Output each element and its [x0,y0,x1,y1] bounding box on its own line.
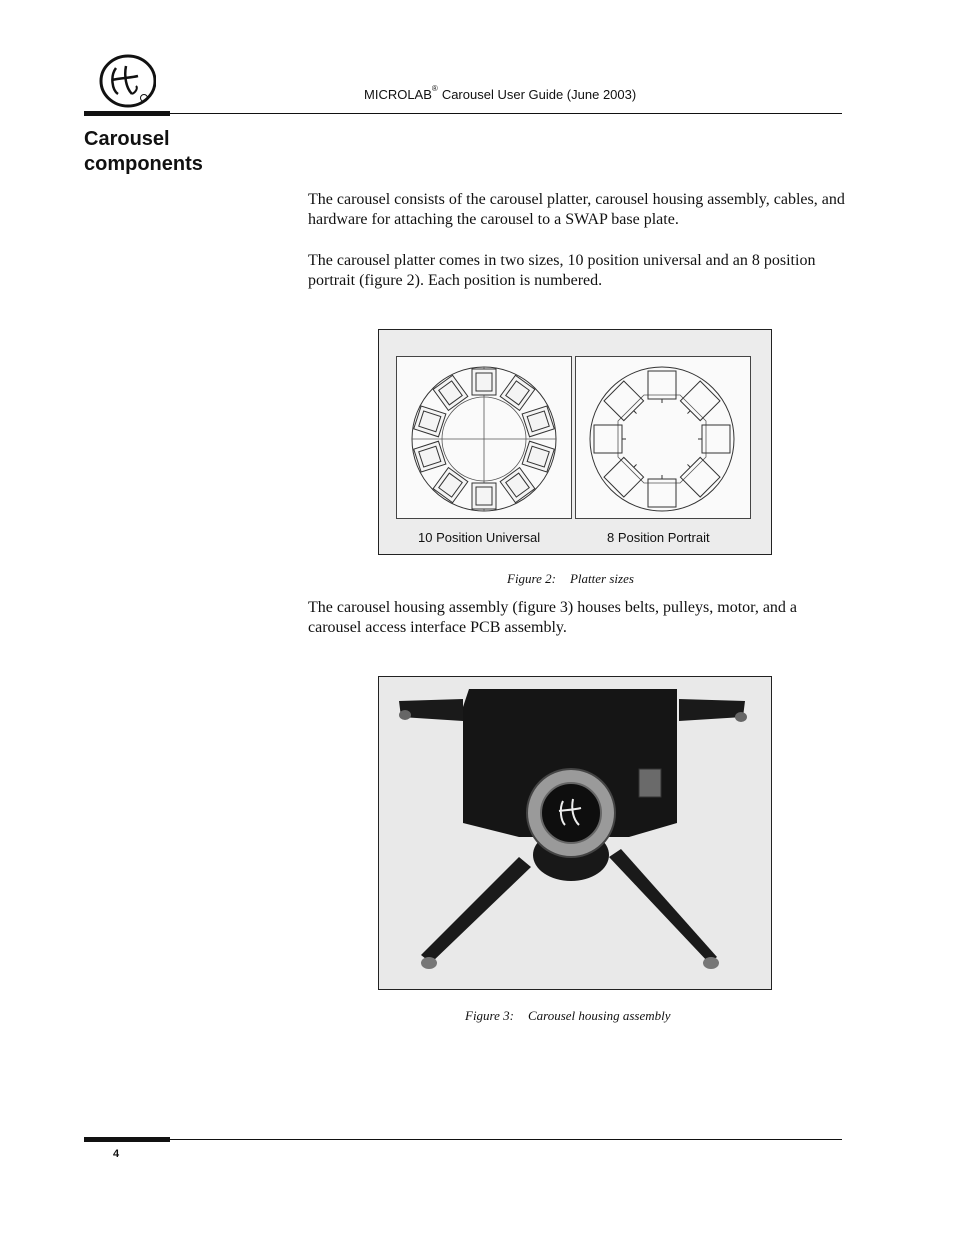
section-title [84,127,284,177]
figure-3-title: Carousel housing assembly [527,1008,671,1023]
product-name: MICROLAB [364,87,432,102]
registered-mark: ® [431,84,438,93]
paragraph-2: The carousel platter comes in two sizes, 10 position universal and an 8 position portrait (figure 2). Each position is numbered. [308,252,816,289]
footer-rule-thin [170,1139,842,1140]
paragraph-1: The carousel consists of the carousel platter, carousel housing assembly, cables, and hardware for attaching the carousel to a SWAP base plate. [308,191,845,228]
figure-2-title: Platter sizes [569,571,634,586]
header-title: Carousel User Guide (June 2003) [441,87,637,102]
header-rule-thin [170,113,842,114]
panel-label-8-position: 8 Position Portrait [607,530,710,545]
running-header [364,84,637,102]
figure-2-platter-sizes [378,329,772,555]
footer-rule-thick [84,1137,170,1142]
platter-8-position-panel [575,356,751,519]
platter-10-position-panel [396,356,572,519]
page-number: 4 [113,1148,120,1160]
company-logo [96,54,156,110]
figure-2-caption [507,571,634,587]
header-rule-thick [84,111,170,116]
figure-3-number: Figure 3: [465,1008,514,1023]
section-title-line1: Carousel [84,128,170,150]
section-title-line2: components [84,153,203,175]
figure-3-caption [465,1008,671,1024]
figure-2-number: Figure 2: [507,571,556,586]
paragraph-3: The carousel housing assembly (figure 3) houses belts, pulleys, motor, and a carousel access interface PCB assembly. [308,599,798,636]
panel-label-10-position: 10 Position Universal [418,530,541,545]
figure-3-carousel-housing-photo [378,676,772,990]
